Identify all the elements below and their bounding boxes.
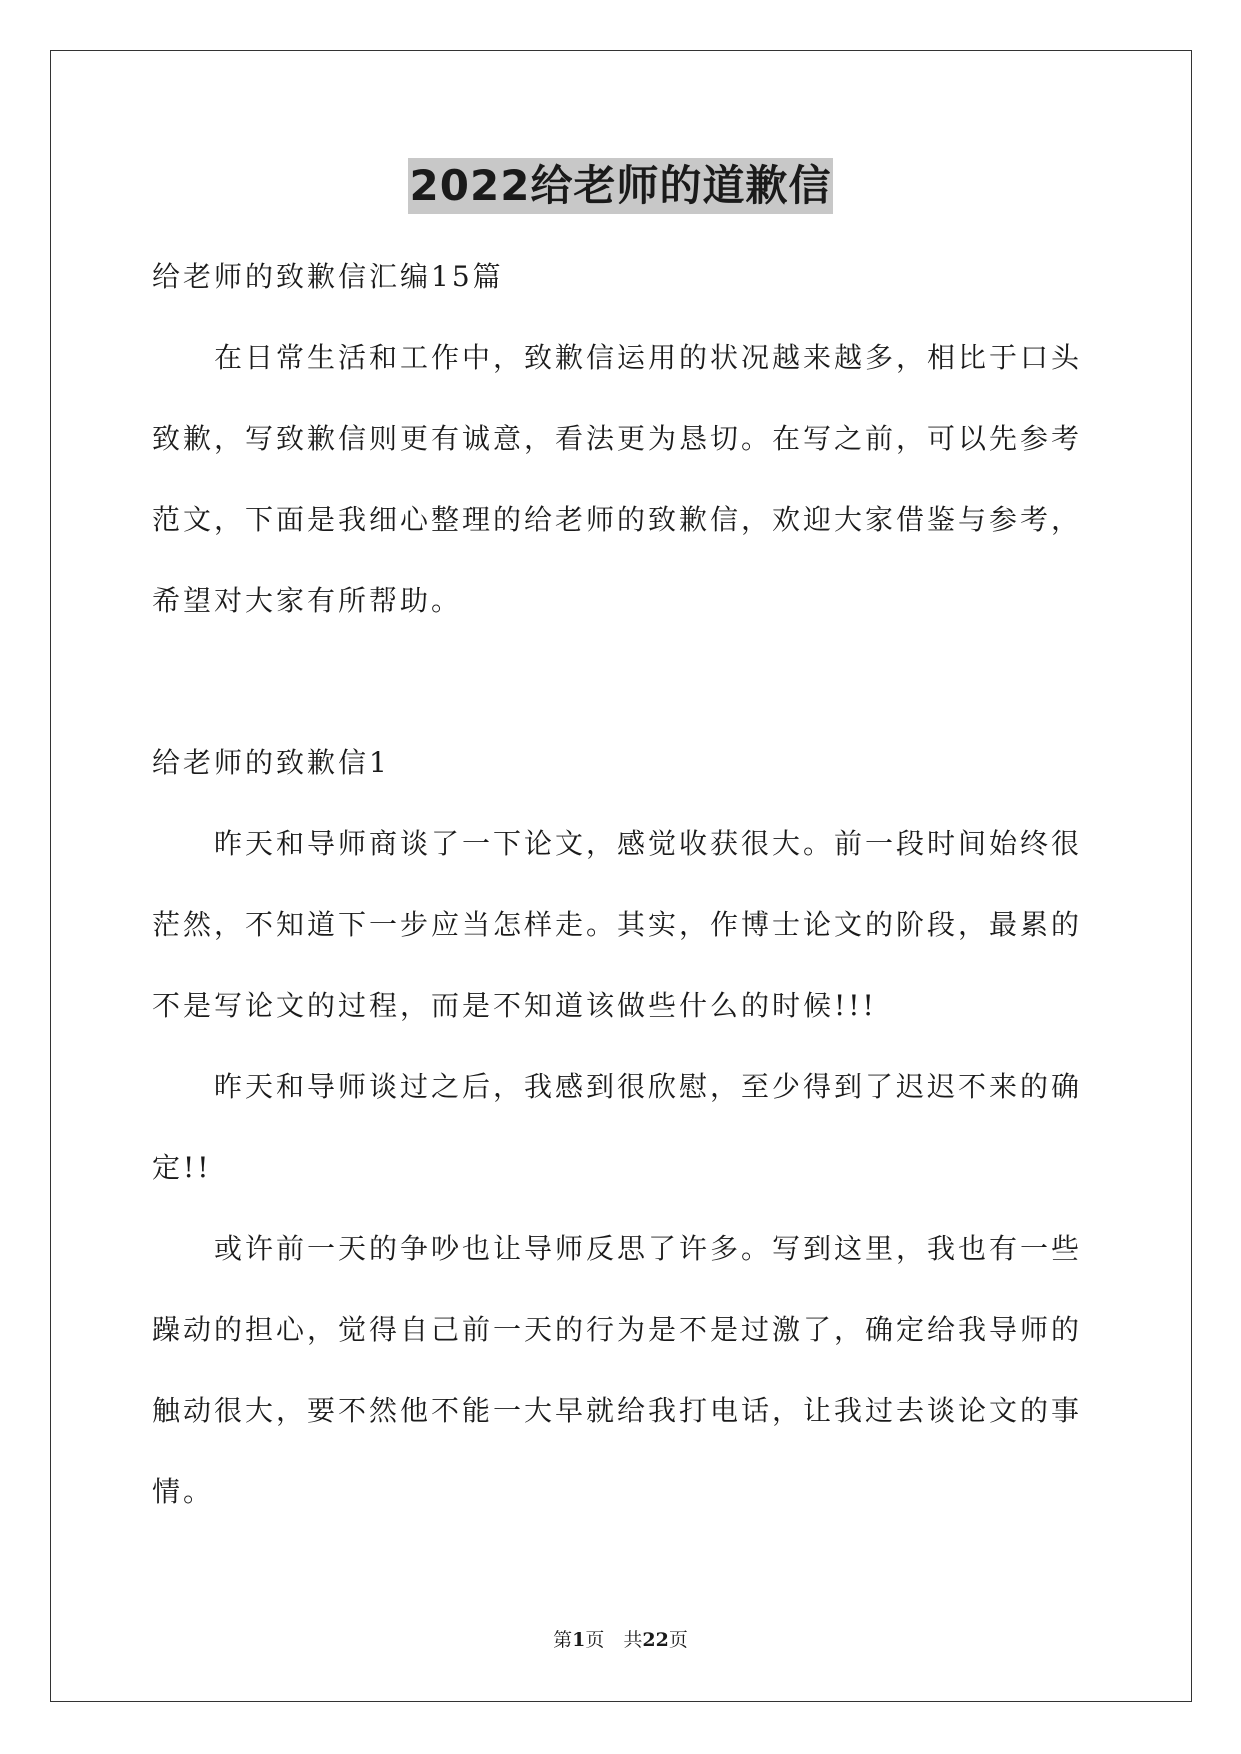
paragraph-line: 触动很大，要不然他不能一大早就给我打电话，让我过去谈论文的事 — [152, 1394, 1083, 1427]
document-title: 2022给老师的道歉信 — [408, 158, 834, 214]
paragraph-line: 昨天和导师谈过之后，我感到很欣慰，至少得到了迟迟不来的确 — [214, 1070, 1083, 1103]
title-container — [0, 158, 1241, 214]
intro-line: 范文，下面是我细心整理的给老师的致歉信，欢迎大家借鉴与参考， — [152, 503, 1083, 536]
paragraph-line: 茫然，不知道下一步应当怎样走。其实，作博士论文的阶段，最累的 — [152, 908, 1083, 941]
blank-line — [152, 641, 1092, 722]
intro-line: 在日常生活和工作中，致歉信运用的状况越来越多，相比于口头 — [214, 341, 1083, 374]
paragraph-line: 或许前一天的争吵也让导师反思了许多。写到这里，我也有一些 — [214, 1232, 1083, 1265]
document-subtitle: 给老师的致歉信汇编15篇 — [152, 260, 504, 293]
paragraph-line: 定!! — [152, 1151, 212, 1184]
footer-mid: 页 共 — [585, 1629, 643, 1651]
total-page-count: 22 — [642, 1629, 669, 1651]
footer-prefix: 第 — [553, 1629, 573, 1651]
intro-line: 希望对大家有所帮助。 — [152, 584, 463, 617]
page-footer — [0, 1628, 1241, 1652]
current-page-number: 1 — [572, 1629, 586, 1651]
footer-suffix: 页 — [668, 1629, 688, 1651]
intro-line: 致歉，写致歉信则更有诚意，看法更为恳切。在写之前，可以先参考 — [152, 422, 1083, 455]
paragraph-line: 不是写论文的过程，而是不知道该做些什么的时候!!! — [152, 989, 877, 1022]
document-body — [152, 236, 1092, 1532]
section-heading: 给老师的致歉信1 — [152, 746, 390, 779]
paragraph-line: 情。 — [152, 1475, 215, 1508]
paragraph-line: 昨天和导师商谈了一下论文，感觉收获很大。前一段时间始终很 — [214, 827, 1083, 860]
paragraph-line: 躁动的担心，觉得自己前一天的行为是不是过激了，确定给我导师的 — [152, 1313, 1083, 1346]
